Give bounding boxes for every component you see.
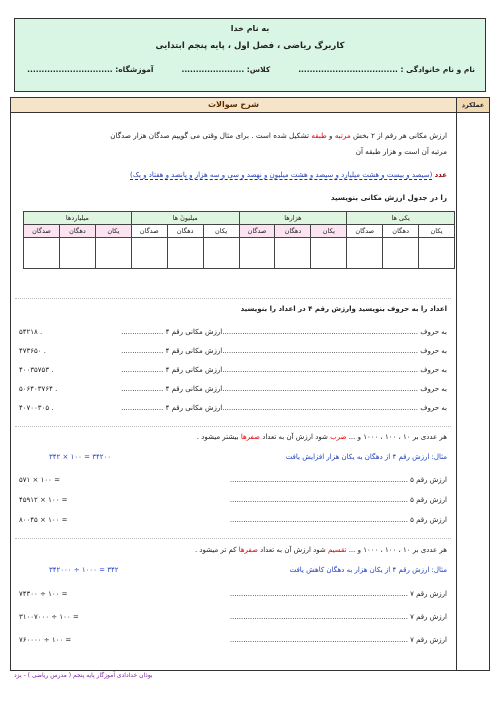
answer-cell[interactable]: [131, 238, 167, 269]
q2-row[interactable]: به حروف ........................................................................................ارزش مکانی رقم ۴ ................... ۵۰۶۴۰۳۷۶۴ .: [19, 385, 447, 393]
divider: [15, 298, 451, 299]
col-header: صدگان: [24, 225, 60, 238]
divide-example: مثال: ارزش رقم ۴ از یکان هزار به دهگان کاهش یافت ۳۴۲۰۰۰ ÷ ۱۰۰۰ = ۳۴۲: [49, 566, 447, 574]
worksheet-title: کاربرگ ریاضی ، فصل اول ، پایه پنجم ابتدایی: [155, 41, 345, 51]
answer-cell[interactable]: [239, 238, 275, 269]
col-header: یکان: [311, 225, 347, 238]
q2-row[interactable]: به حروف ........................................................................................ارزش مکانی رقم ۴ ................... ۴۰۷۰۰۳۰۵ .: [19, 404, 447, 412]
student-info: [25, 65, 475, 74]
answer-cell[interactable]: [275, 238, 311, 269]
col-header: یکان: [95, 225, 131, 238]
col-header: دهگان: [167, 225, 203, 238]
group-billions: میلیاردها: [24, 212, 132, 225]
divide-row[interactable]: ارزش رقم ۷ ................................................................................ ۷۶۰۰۰۰ ÷ ۱۰۰ =: [19, 636, 447, 644]
q2-title: اعداد را به حروف بنویسید وارزش رقم ۴ در اعداد را بنویسید: [240, 305, 447, 313]
place-value-table: [23, 211, 455, 269]
keyword-mertabe: مرتبه: [334, 131, 351, 140]
col-header: صدگان: [347, 225, 383, 238]
basmala: به نام خدا: [230, 24, 270, 33]
col-header: دهگان: [383, 225, 419, 238]
multiply-rule: هر عددی بر ۱۰ ، ۱۰۰ ، ۱۰۰۰ و ... ضرب شود ارزش آن به تعداد صفرها بیشتر میشود .: [196, 433, 447, 441]
group-millions: میلیونٔ ها: [131, 212, 239, 225]
school-field: آموزشگاه: ..............................: [27, 65, 154, 74]
col-header: دهگان: [275, 225, 311, 238]
questions-title: شرح سوالات: [11, 98, 456, 113]
divide-rule: هر عددی بر ۱۰ ، ۱۰۰ ، ۱۰۰۰ و ... تقسیم شود ارزش آن به تعداد صفرها کم تر میشود .: [194, 546, 447, 554]
score-title: عملکرد: [457, 98, 489, 113]
col-header: صدگان: [131, 225, 167, 238]
q2-row[interactable]: به حروف ........................................................................................ارزش مکانی رقم ۴ ................... ۴۷۳۶۵۰ .: [19, 347, 447, 355]
q2-row[interactable]: به حروف ........................................................................................ارزش مکانی رقم ۴ ................... ۵۴۲۱۸ .: [19, 328, 447, 336]
col-header: یکان: [203, 225, 239, 238]
worksheet-header: [14, 18, 486, 92]
answer-cell[interactable]: [167, 238, 203, 269]
divider: [15, 426, 451, 427]
answer-cell[interactable]: [60, 238, 96, 269]
multiply-row[interactable]: ارزش رقم ۵ ................................................................................ ۴۵۹۱۲ × ۱۰۰ =: [19, 496, 447, 504]
multiply-row[interactable]: ارزش رقم ۵ ................................................................................ ۸۰۰۴۵ × ۱۰۰ =: [19, 516, 447, 524]
name-field: نام و نام خانوادگی : ...................................: [298, 65, 475, 74]
col-header: یکان: [419, 225, 455, 238]
col-header: صدگان: [239, 225, 275, 238]
number-words: (سیصد و بیست و هشت میلیارد و سیصد و هشت میلیون و نهصد و سی و سه هزار و پانصد و هفتاد و یک): [129, 171, 433, 179]
answer-cell[interactable]: [419, 238, 455, 269]
answer-cell[interactable]: [95, 238, 131, 269]
q2-row[interactable]: به حروف ........................................................................................ارزش مکانی رقم ۴ ................... ۴۰۰۳۵۷۵۳ .: [19, 366, 447, 374]
divider: [15, 538, 451, 539]
intro-paragraph: ارزش مکانی هر رقم از ۲ بخش مرتبه و طبقه تشکیل شده است . برای مثال وقتی می گوییم صدگان هزار صدگان مرتبه آن است و هزار طبقه آن: [110, 131, 447, 156]
divide-row[interactable]: ارزش رقم ۷ ................................................................................ ۷۴۳۰۰ ÷ ۱۰۰ =: [19, 590, 447, 598]
score-column: [456, 98, 489, 670]
answer-cell[interactable]: [24, 238, 60, 269]
questions-box: [10, 97, 490, 671]
multiply-example: مثال: ارزش رقم ۴ از دهگان به یکان هزار افزایش یافت ۳۴۲ × ۱۰۰ = ۳۴۲۰۰: [49, 453, 447, 461]
footer-credit: بوذان خدادادی آموزگار پایه پنجم ( مدرس ریاضی ) - یزد: [14, 672, 153, 679]
multiply-row[interactable]: ارزش رقم ۵ ................................................................................ ۵۷۱ × ۱۰۰ =: [19, 476, 447, 484]
group-ones: یکی ها: [347, 212, 455, 225]
number-statement: عدد (سیصد و بیست و هشت میلیارد و سیصد و هشت میلیون و نهصد و سی و سه هزار و پانصد و هفتاد و یک): [129, 171, 447, 179]
col-header: دهگان: [60, 225, 96, 238]
divide-row[interactable]: ارزش رقم ۷ ................................................................................ ۳۱۰۰۷۰۰۰ ÷ ۱۰۰ =: [19, 613, 447, 621]
keyword-tabaghe: طبقه: [311, 131, 327, 140]
class-field: کلاس: ......................: [181, 65, 271, 74]
table-instruction: را در جدول ارزش مکانی بنویسید: [330, 193, 447, 202]
answer-cell[interactable]: [347, 238, 383, 269]
answer-cell[interactable]: [383, 238, 419, 269]
group-thousands: هزارها: [239, 212, 347, 225]
answer-cell[interactable]: [311, 238, 347, 269]
answer-cell[interactable]: [203, 238, 239, 269]
